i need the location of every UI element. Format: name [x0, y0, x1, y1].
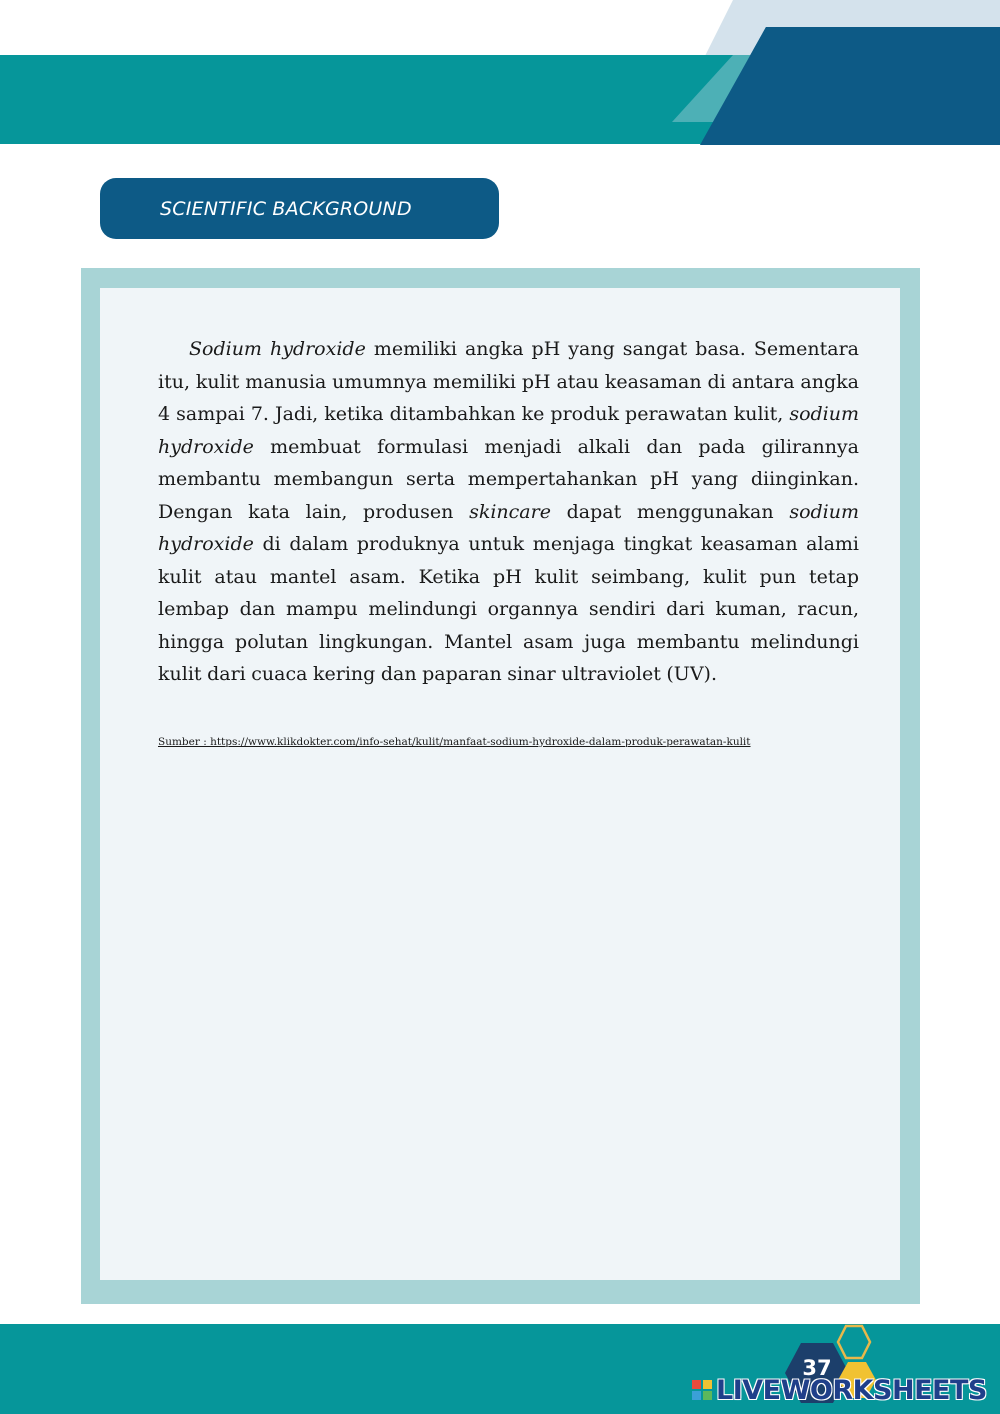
body-paragraph: [158, 333, 859, 691]
paragraph-text: di dalam produknya untuk menjaga tingkat keasaman alami kulit atau mantel asam. Ketika pH kulit seimbang, kulit pun tetap lembap dan mampu melindungi organnya sendiri dari kuman, racun, hingga polutan lingkungan. Mantel asam juga membantu melindungi kulit dari cuaca kering dan paparan sinar ultraviolet (UV).: [158, 533, 859, 685]
term-sodium-hydroxide: Sodium hydroxide: [189, 338, 366, 360]
section-title-pill: [100, 178, 499, 239]
liveworksheets-logo[interactable]: [692, 1372, 987, 1408]
term-skincare: skincare: [469, 500, 551, 523]
source-citation-link[interactable]: Sumber : https://www.klikdokter.com/info-sehat/kulit/manfaat-sodium-hydroxide-dalam-produk-perawatan-kulit: [158, 736, 751, 748]
paragraph-text: memiliki angka pH yang sangat basa. Sementara itu, kulit manusia umumnya memiliki pH atau keasaman di antara angka 4 sampai 7. Jadi, ketika ditambahkan ke produk perawatan kulit,: [158, 338, 859, 425]
logo-squares-icon: [692, 1380, 712, 1400]
term-sodium-hydroxide: sodium hydroxide: [158, 500, 859, 555]
paragraph-text: membuat formulasi menjadi alkali dan pada gilirannya membantu membangun serta mempertahankan pH yang diinginkan. Dengan kata lain, produsen: [158, 435, 859, 523]
header-band: [0, 55, 1000, 144]
term-sodium-hydroxide: sodium hydroxide: [158, 403, 859, 458]
page-number: 37: [802, 1356, 832, 1380]
section-title: SCIENTIFIC BACKGROUND: [160, 197, 412, 220]
logo-text: LIVEWORKSHEETS: [716, 1374, 987, 1406]
paragraph-text: dapat menggunakan: [550, 500, 790, 523]
